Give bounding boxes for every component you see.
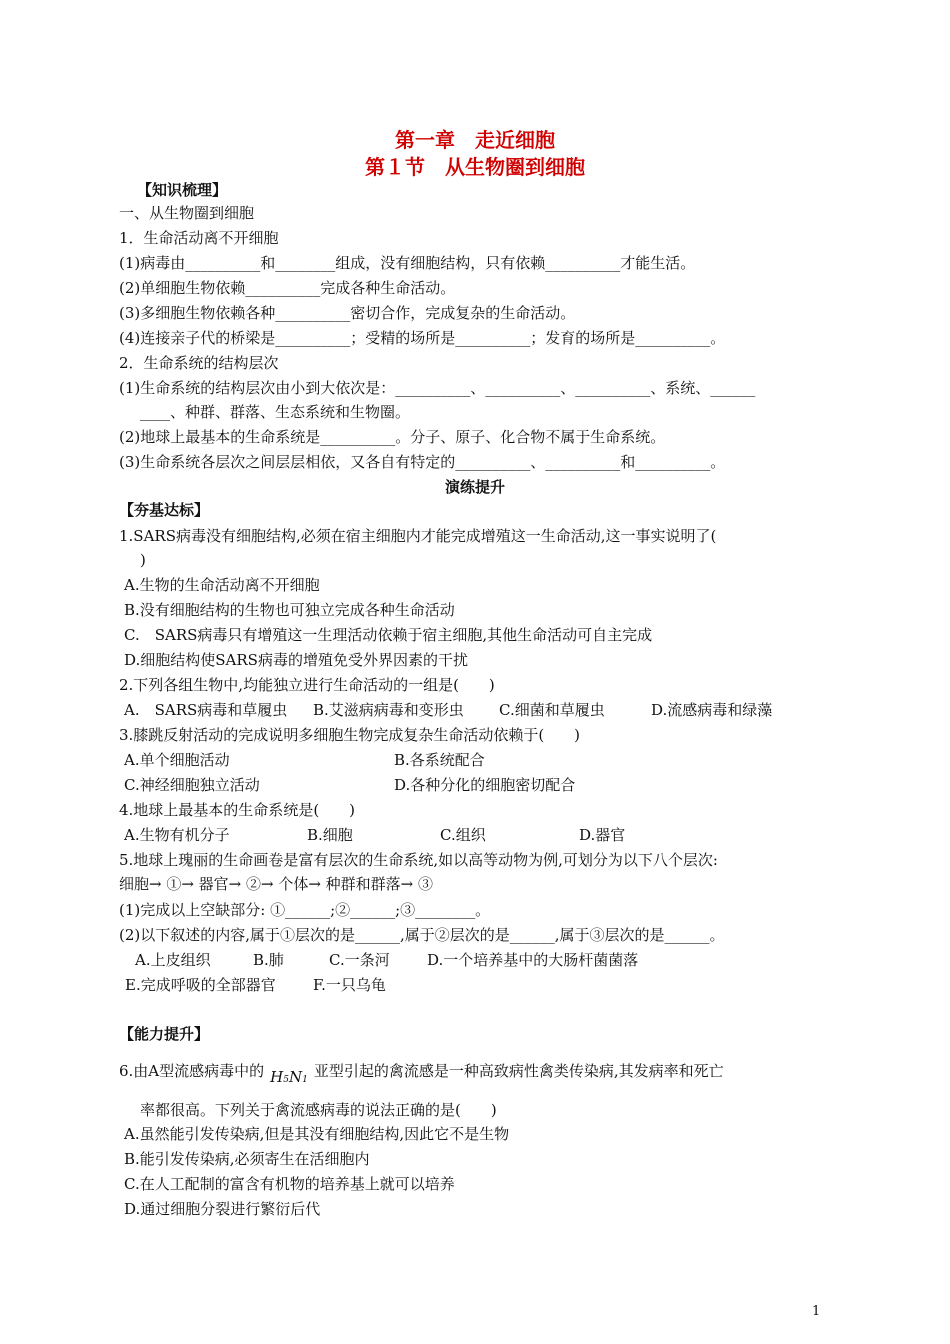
q1-option-c: C. SARS病毒只有增殖这一生理活动依赖于宿主细胞,其他生命活动可自主完成 bbox=[124, 626, 653, 644]
q5-part2: (2)以下叙述的内容,属于①层次的是______,属于②层次的是______,属于③层次的是______。 bbox=[119, 926, 725, 944]
q5-option-f: F.一只乌龟 bbox=[313, 976, 386, 994]
fill-line-2: (2)单细胞生物依赖__________完成各种生命活动。 bbox=[119, 279, 456, 297]
q4-option-a: A.生物有机分子 bbox=[124, 826, 230, 844]
page-number: 1 bbox=[812, 1304, 821, 1319]
q1-stem-end: ) bbox=[140, 551, 146, 569]
fill-line-6: (2)地球上最基本的生命系统是__________。分子、原子、化合物不属于生命系统。 bbox=[119, 428, 666, 446]
q6-stem-cont: 率都很高。下列关于禽流感病毒的说法正确的是( ) bbox=[140, 1101, 497, 1119]
q6-stem bbox=[119, 1061, 724, 1091]
q4-option-c: C.组织 bbox=[440, 826, 486, 844]
q6-stem-pre: 6.由A型流感病毒中的 bbox=[119, 1062, 265, 1080]
q1-stem: 1.SARS病毒没有细胞结构,必须在宿主细胞内才能完成增殖这一生命活动,这一事实说明了( bbox=[119, 527, 717, 545]
q1-option-a: A.生物的生命活动离不开细胞 bbox=[124, 576, 320, 594]
q6-option-d: D.通过细胞分裂进行繁衍后代 bbox=[124, 1200, 321, 1218]
fill-line-7: (3)生命系统各层次之间层层相依，又各自有特定的__________、__________和__________。 bbox=[119, 453, 726, 471]
q2-option-b: B.艾滋病病毒和变形虫 bbox=[313, 701, 464, 719]
q3-options-row1 bbox=[124, 750, 724, 770]
q3-option-b: B.各系统配合 bbox=[394, 751, 485, 769]
q5-options-row1 bbox=[135, 950, 735, 970]
q1-option-d: D.细胞结构使SARS病毒的增殖免受外界因素的干扰 bbox=[124, 651, 468, 669]
q5-option-b: B.肺 bbox=[253, 951, 284, 969]
fill-line-1: (1)病毒由__________和________组成，没有细胞结构，只有依赖__________才能生活。 bbox=[119, 254, 696, 272]
q5-stem: 5.地球上瑰丽的生命画卷是富有层次的生命系统,如以高等动物为例,可划分为以下八个层次: bbox=[119, 851, 718, 869]
q6-option-b: B.能引发传染病,必须寄生在活细胞内 bbox=[124, 1150, 370, 1168]
h5n1-formula: H5N1 bbox=[270, 1068, 308, 1086]
fill-line-3: (3)多细胞生物依赖各种__________密切合作，完成复杂的生命活动。 bbox=[119, 304, 576, 322]
q5-chain: 细胞→ ①→ 器官→ ②→ 个体→ 种群和群落→ ③ bbox=[119, 875, 434, 893]
q2-options bbox=[124, 700, 824, 720]
q1-option-b: B.没有细胞结构的生物也可独立完成各种生命活动 bbox=[124, 601, 455, 619]
q4-option-d: D.器官 bbox=[579, 826, 626, 844]
q5-options-row2 bbox=[125, 975, 725, 995]
q4-option-b: B.细胞 bbox=[307, 826, 353, 844]
q6-stem-post: 亚型引起的禽流感是一种高致病性禽类传染病,其发病率和死亡 bbox=[313, 1062, 724, 1080]
q2-option-a: A. SARS病毒和草履虫 bbox=[124, 701, 288, 719]
fill-line-5b: ____、种群、群落、生态系统和生物圈。 bbox=[140, 403, 411, 421]
fill-line-4: (4)连接亲子代的桥梁是__________；受精的场所是__________；发育的场所是__________。 bbox=[119, 329, 726, 347]
q5-option-c: C.一条河 bbox=[329, 951, 390, 969]
ability-heading: 【能力提升】 bbox=[119, 1025, 210, 1043]
item2-heading: 2．生命系统的结构层次 bbox=[119, 354, 279, 372]
practice-title: 演练提升 bbox=[444, 478, 505, 496]
q3-option-d: D.各种分化的细胞密切配合 bbox=[394, 776, 576, 794]
q5-part1: (1)完成以上空缺部分: ①______;②______;③________。 bbox=[119, 901, 491, 919]
q6-option-a: A.虽然能引发传染病,但是其没有细胞结构,因此它不是生物 bbox=[124, 1125, 510, 1143]
q3-option-a: A.单个细胞活动 bbox=[124, 751, 230, 769]
fill-line-5a: (1)生命系统的结构层次由小到大依次是：__________、__________、__________、系统、______ bbox=[119, 379, 756, 397]
q3-options-row2 bbox=[124, 775, 724, 795]
chapter-title: 第一章 走近细胞 bbox=[395, 128, 555, 152]
q6-option-c: C.在人工配制的富含有机物的培养基上就可以培养 bbox=[124, 1175, 455, 1193]
q3-stem: 3.膝跳反射活动的完成说明多细胞生物完成复杂生命活动依赖于( ) bbox=[119, 726, 581, 744]
q4-options bbox=[124, 825, 724, 845]
q5-option-e: E.完成呼吸的全部器官 bbox=[125, 976, 276, 994]
knowledge-heading: 【知识梳理】 bbox=[137, 181, 228, 199]
q5-option-a: A.上皮组织 bbox=[135, 951, 211, 969]
q3-option-c: C.神经细胞独立活动 bbox=[124, 776, 260, 794]
section-title: 第１节 从生物圈到细胞 bbox=[365, 155, 585, 179]
q2-option-c: C.细菌和草履虫 bbox=[499, 701, 605, 719]
q5-option-d: D.一个培养基中的大肠杆菌菌落 bbox=[427, 951, 639, 969]
item1-heading: 1．生命活动离不开细胞 bbox=[119, 229, 279, 247]
q2-stem: 2.下列各组生物中,均能独立进行生命活动的一组是( ) bbox=[119, 676, 495, 694]
q4-stem: 4.地球上最基本的生命系统是( ) bbox=[119, 801, 356, 819]
q2-option-d: D.流感病毒和绿藻 bbox=[651, 701, 773, 719]
part1-heading: 一、从生物圈到细胞 bbox=[119, 204, 255, 222]
basic-heading: 【夯基达标】 bbox=[119, 501, 210, 519]
